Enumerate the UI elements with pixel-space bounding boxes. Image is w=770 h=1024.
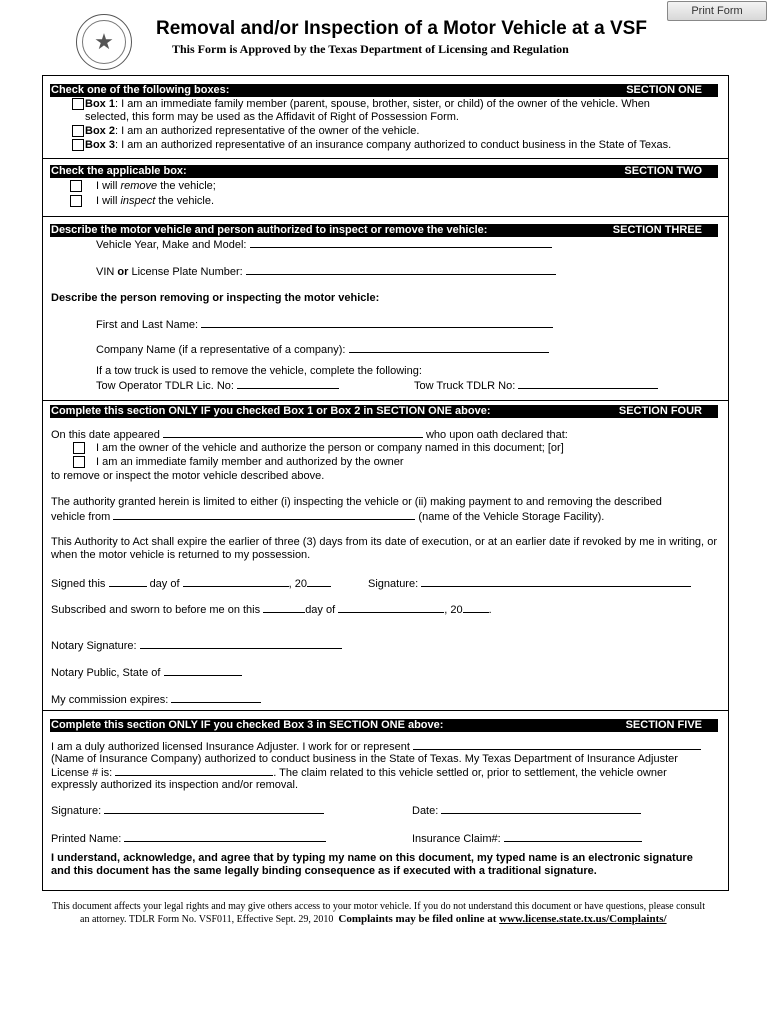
section-three-header: Describe the motor vehicle and person authorized to inspect or remove the vehicle: SECTION THREE [50,224,718,237]
remove-option-text: I will remove the vehicle; [96,180,216,192]
box3-text: Box 3: I am an authorized representative of an insurance company authorized to conduct business in the State of Texas. [85,139,672,151]
section-four-header: Complete this section ONLY IF you checked Box 1 or Box 2 in SECTION ONE above: SECTION FOUR [50,405,718,418]
section-two-header: Check the applicable box: SECTION TWO [50,165,718,178]
commission-line: My commission expires: [51,693,261,707]
name-field[interactable] [201,318,553,328]
footer-line1: This document affects your legal rights and may give others access to your motor vehicle. If you do not understand this document or have questions, please consult [52,901,705,912]
owner-option-text: I am the owner of the vehicle and authorize the person or company named in this document; [or] [96,442,564,454]
section-two-label: SECTION TWO [624,165,702,177]
family-option-text: I am an immediate family member and authorized by the owner [96,456,404,468]
expire-text: This Authority to Act shall expire the earlier of three (3) days from its date of execution, or at an earlier date if revoked by me in writing, or when the motor vehicle is returned to my possession. [51,536,717,561]
person-heading: Describe the person removing or inspecting the motor vehicle: [51,292,380,304]
vehicle-from-line: vehicle from (name of the Vehicle Storage Facility). [51,511,605,523]
adjuster-line3: License # is: . The claim related to this vehicle settled or, prior to settlement, the vehicle owner [51,767,667,779]
section-three-label: SECTION THREE [612,224,702,236]
star-icon: ★ [94,29,114,54]
date-appeared-line: On this date appeared who upon oath declared that: [51,429,568,441]
box2-text: Box 2: I am an authorized representative of the owner of the vehicle. [85,125,420,137]
box1-text-cont: selected, this form may be used as the Affidavit of Right of Possession Form. [85,111,459,123]
adjuster-date-line: Date: [412,804,641,818]
vsf-name-field[interactable] [113,510,415,520]
vin-line: VIN or License Plate Number: [96,265,556,279]
authority-text: The authority granted herein is limited to either (i) inspecting the vehicle or (ii) making payment to and removing the described [51,496,662,508]
vehicle-field[interactable] [250,238,552,248]
signature-line: Signature: [368,577,691,591]
print-form-button[interactable]: Print Form [667,1,767,21]
inspect-checkbox[interactable] [70,195,82,207]
vin-field[interactable] [246,265,556,275]
section-five-header: Complete this section ONLY IF you checked Box 3 in SECTION ONE above: SECTION FIVE [50,719,718,732]
signature-field[interactable] [421,577,691,587]
section-four-label: SECTION FOUR [618,405,702,417]
section-one-header: Check one of the following boxes: SECTION ONE [50,84,718,97]
notary-signature-line: Notary Signature: [51,639,342,653]
inspect-option-text: I will inspect the vehicle. [96,195,215,207]
esign-text-line2: and this document has the same legally binding consequence as if executed with a traditional signature. [51,865,597,877]
adjuster-line1: I am a duly authorized licensed Insurance Adjuster. I work for or represent [51,740,701,754]
section-divider [42,710,729,711]
complaints-link[interactable]: www.license.state.tx.us/Complaints/ [499,913,667,925]
esign-text-line1: I understand, acknowledge, and agree that by typing my name on this document, my typed name is an electronic signature [51,852,693,864]
subscribed-line: Subscribed and sworn to before me on this day of , 20 . [51,604,492,616]
company-field[interactable] [349,343,549,353]
section-divider [42,158,729,159]
printed-name-line: Printed Name: [51,832,326,846]
notary-signature-field[interactable] [140,639,342,649]
insurance-claim-line: Insurance Claim#: [412,832,642,846]
texas-state-seal [76,14,132,70]
insurance-claim-field[interactable] [504,832,642,842]
license-number-field[interactable] [115,766,273,776]
complaints-text: Complaints may be filed online at [338,913,500,925]
adjuster-line2: (Name of Insurance Company) authorized to conduct business in the State of Texas. My Texas Department of Insurance Adjuster [51,753,678,765]
insurance-company-field[interactable] [413,740,701,750]
tow-operator-field[interactable] [237,379,339,389]
section-one-label: SECTION ONE [626,84,702,96]
commission-field[interactable] [171,693,261,703]
printed-name-field[interactable] [124,832,326,842]
appeared-name-field[interactable] [163,428,423,438]
form-title: Removal and/or Inspection of a Motor Vehicle at a VSF [156,18,647,39]
sworn-year-field[interactable] [463,603,489,613]
notary-state-field[interactable] [164,666,242,676]
box1-checkbox[interactable] [72,98,84,110]
sworn-day-field[interactable] [263,603,305,613]
signed-year-field[interactable] [307,577,331,587]
tow-truck-field[interactable] [518,379,658,389]
signed-line: Signed this day of , 20 [51,577,331,591]
tow-truck-line: Tow Truck TDLR No: [414,379,658,393]
adjuster-line4: expressly authorized its inspection and/or removal. [51,779,299,791]
notary-state-line: Notary Public, State of [51,666,242,680]
family-checkbox[interactable] [73,456,85,468]
box1-text: Box 1: I am an immediate family member (parent, spouse, brother, sister, or child) of the owner of the vehicle. When [85,98,650,110]
footer-line2: an attorney. TDLR Form No. VSF011, Effective Sept. 29, 2010 Complaints may be filed online at www.license.state.tx.us/Complaints/ [80,913,667,925]
tow-note: If a tow truck is used to remove the vehicle, complete the following: [96,365,422,377]
name-line: First and Last Name: [96,318,553,332]
section-five-label: SECTION FIVE [625,719,702,731]
signed-day-field[interactable] [109,577,147,587]
vehicle-line: Vehicle Year, Make and Model: [96,238,552,252]
owner-checkbox[interactable] [73,442,85,454]
adjuster-signature-line: Signature: [51,804,324,818]
section-divider [42,400,729,401]
remove-checkbox[interactable] [70,180,82,192]
adjuster-signature-field[interactable] [104,804,324,814]
family-option-cont: to remove or inspect the motor vehicle described above. [51,470,325,482]
form-subtitle: This Form is Approved by the Texas Department of Licensing and Regulation [172,42,569,56]
box3-checkbox[interactable] [72,139,84,151]
sworn-month-field[interactable] [338,603,444,613]
adjuster-date-field[interactable] [441,804,641,814]
company-line: Company Name (if a representative of a company): [96,343,549,357]
tow-operator-line: Tow Operator TDLR Lic. No: [96,379,339,393]
section-divider [42,216,729,217]
box2-checkbox[interactable] [72,125,84,137]
signed-month-field[interactable] [183,577,289,587]
